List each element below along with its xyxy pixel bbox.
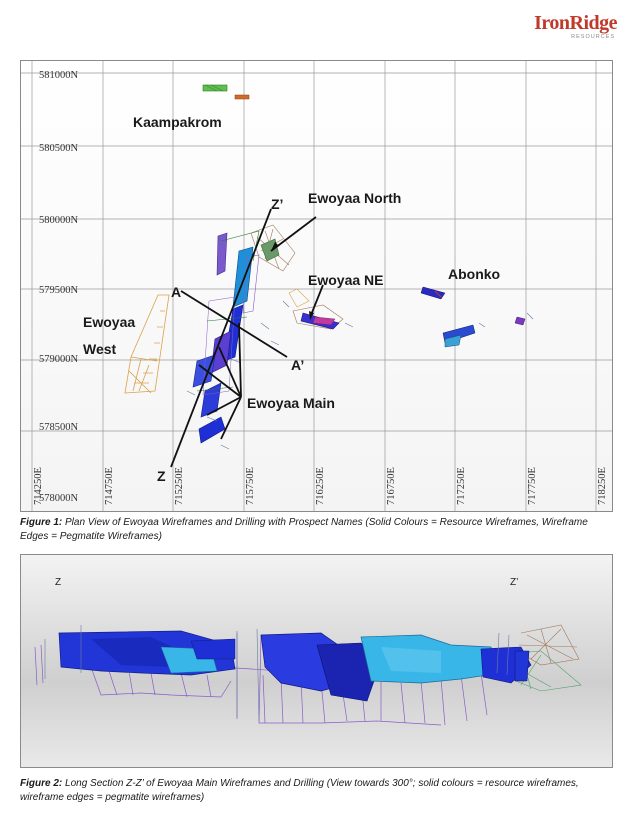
logo-subtitle: RESOURCES bbox=[571, 34, 615, 40]
easting-label: 716750E bbox=[386, 467, 397, 505]
northing-label: 579000N bbox=[39, 354, 79, 365]
northing-label: 579500N bbox=[39, 285, 79, 296]
figure-1-caption bbox=[20, 516, 612, 543]
northing-label: 578000N bbox=[39, 493, 79, 504]
easting-label: 716250E bbox=[315, 467, 326, 505]
prospect-label-abonko: Abonko bbox=[448, 266, 501, 282]
easting-label: 714250E bbox=[33, 467, 44, 505]
abonko-wireframe bbox=[421, 287, 525, 347]
northing-label: 580500N bbox=[39, 143, 79, 154]
ewoyaa-main-wireframe bbox=[193, 231, 259, 443]
section-end-label-z: Z bbox=[55, 577, 62, 588]
section-label-a: A bbox=[171, 284, 182, 300]
section-lines bbox=[171, 209, 323, 467]
ewoyaa-ne-wireframe bbox=[289, 289, 343, 329]
caption-number: Figure 2: bbox=[20, 778, 63, 789]
prospect-label-ewoyaa-north: Ewoyaa North bbox=[308, 190, 402, 206]
ewoyaa-west-wireframe bbox=[125, 295, 169, 393]
easting-label: 715750E bbox=[245, 467, 256, 505]
easting-label: 715250E bbox=[174, 467, 185, 505]
easting-label: 717250E bbox=[456, 467, 467, 505]
logo-name: IronRidge bbox=[534, 12, 617, 34]
northing-label: 578500N bbox=[39, 422, 79, 433]
resource-wireframes bbox=[59, 631, 531, 701]
easting-label: 714750E bbox=[104, 467, 115, 505]
caption-number: Figure 1: bbox=[20, 517, 63, 528]
plan-view-figure bbox=[20, 60, 613, 512]
northing-label: 580000N bbox=[39, 215, 79, 226]
section-label-z: Z bbox=[157, 468, 166, 484]
long-section-view bbox=[21, 555, 612, 767]
northing-label: 581000N bbox=[39, 70, 79, 81]
caption-text: Long Section Z-Z’ of Ewoyaa Main Wireframes and Drilling (View towards 300°; solid colours = resource wireframes, wireframe edges = pegmatite wireframes) bbox=[20, 778, 579, 803]
long-section-figure bbox=[20, 554, 613, 768]
easting-label: 718250E bbox=[597, 467, 608, 505]
prospect-label-ewoyaa-ne: Ewoyaa NE bbox=[308, 272, 384, 288]
section-label-z-prime: Z’ bbox=[271, 196, 284, 212]
easting-label: 717750E bbox=[527, 467, 538, 505]
prospect-label-ewoyaa-west: West bbox=[83, 341, 117, 357]
figure-2-caption bbox=[20, 777, 612, 804]
section-label-a-prime: A’ bbox=[291, 357, 305, 373]
prospect-label-kaampakrom: Kaampakrom bbox=[133, 114, 222, 130]
prospect-label-ewoyaa-main: Ewoyaa Main bbox=[247, 395, 335, 411]
kaampakrom-wireframe bbox=[203, 85, 249, 99]
prospect-label-ewoyaa-west: Ewoyaa bbox=[83, 314, 136, 330]
caption-text: Plan View of Ewoyaa Wireframes and Drilling with Prospect Names (Solid Colours = Resource Wireframes, Wireframe Edges = Pegmatite Wireframes) bbox=[20, 517, 588, 542]
plan-view-map bbox=[21, 61, 612, 511]
section-end-label-z-prime: Z’ bbox=[510, 577, 519, 588]
ironridge-logo bbox=[505, 12, 617, 44]
